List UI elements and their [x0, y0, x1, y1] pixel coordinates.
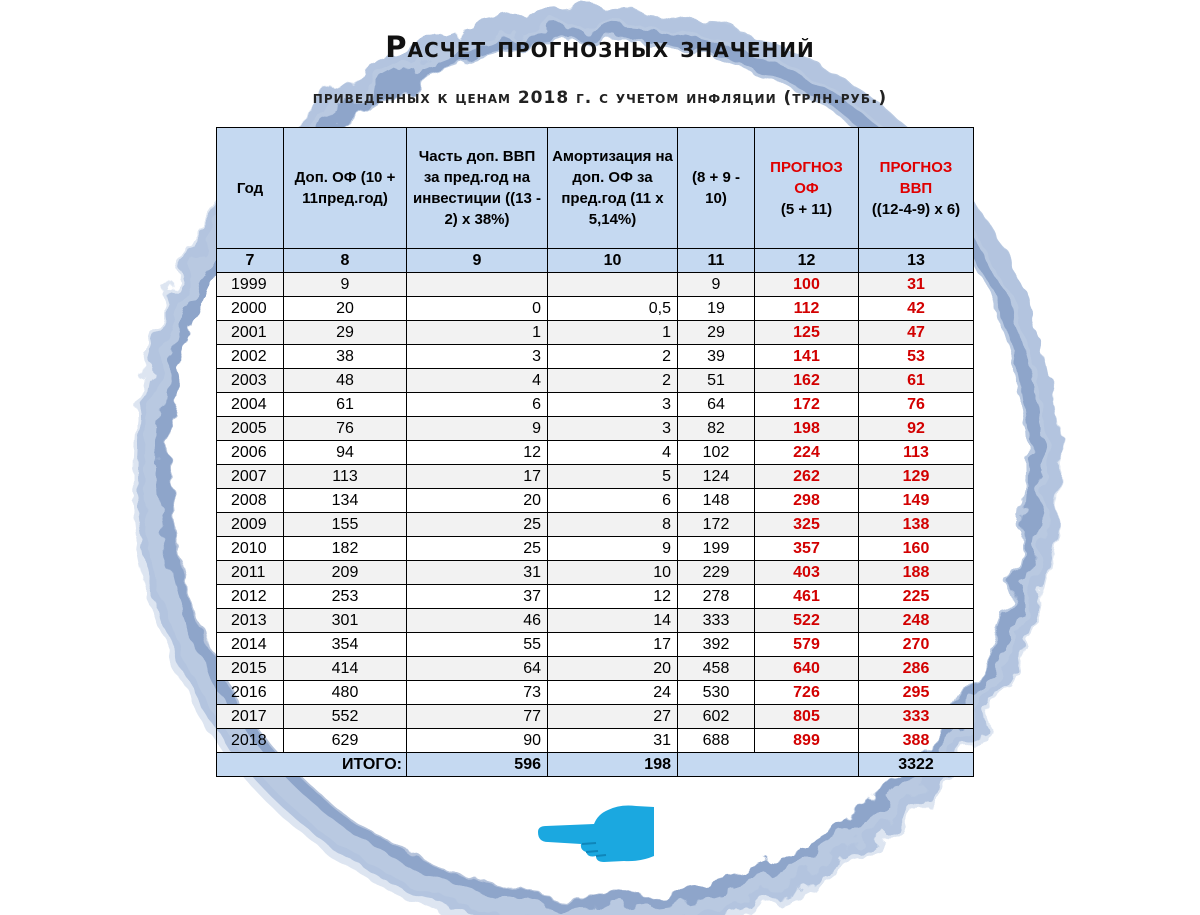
totals-empty	[678, 753, 859, 777]
cell-year: 2004	[217, 393, 284, 417]
cell-additional-of: 29	[284, 321, 407, 345]
cell-sum: 688	[678, 729, 755, 753]
cell-forecast-gdp: 42	[859, 297, 974, 321]
table-row	[217, 585, 974, 609]
cell-year: 2010	[217, 537, 284, 561]
cell-gdp-part: 4	[407, 369, 548, 393]
cell-additional-of: 209	[284, 561, 407, 585]
cell-sum: 392	[678, 633, 755, 657]
cell-amortization: 5	[548, 465, 678, 489]
column-number-row	[217, 249, 974, 273]
cell-gdp-part	[407, 273, 548, 297]
cell-sum: 333	[678, 609, 755, 633]
cell-amortization: 10	[548, 561, 678, 585]
cell-sum: 148	[678, 489, 755, 513]
header-sum: (8 + 9 - 10)	[678, 128, 755, 249]
cell-forecast-of: 357	[755, 537, 859, 561]
cell-year: 2000	[217, 297, 284, 321]
cell-forecast-gdp: 248	[859, 609, 974, 633]
cell-gdp-part: 25	[407, 513, 548, 537]
cell-amortization: 0,5	[548, 297, 678, 321]
table-row	[217, 417, 974, 441]
cell-sum: 458	[678, 657, 755, 681]
cell-gdp-part: 20	[407, 489, 548, 513]
cell-year: 1999	[217, 273, 284, 297]
cell-amortization: 2	[548, 345, 678, 369]
cell-forecast-of: 805	[755, 705, 859, 729]
cell-additional-of: 301	[284, 609, 407, 633]
header-amortization: Амортизация на доп. ОФ за пред.год (11 х 5,14%)	[548, 128, 678, 249]
cell-additional-of: 113	[284, 465, 407, 489]
header-forecast-of-formula: (5 + 11)	[780, 200, 833, 218]
header-forecast-gdp-title: ПРОГНОЗ ВВП	[879, 158, 953, 197]
cell-forecast-of: 403	[755, 561, 859, 585]
cell-gdp-part: 46	[407, 609, 548, 633]
cell-year: 2003	[217, 369, 284, 393]
cell-gdp-part: 77	[407, 705, 548, 729]
cell-additional-of: 629	[284, 729, 407, 753]
column-number: 9	[407, 249, 548, 273]
cell-gdp-part: 25	[407, 537, 548, 561]
cell-year: 2017	[217, 705, 284, 729]
totals-forecast-gdp: 3322	[859, 753, 974, 777]
cell-forecast-of: 640	[755, 657, 859, 681]
cell-additional-of: 480	[284, 681, 407, 705]
cell-gdp-part: 1	[407, 321, 548, 345]
cell-gdp-part: 3	[407, 345, 548, 369]
cell-forecast-gdp: 113	[859, 441, 974, 465]
cell-gdp-part: 6	[407, 393, 548, 417]
cell-forecast-gdp: 286	[859, 657, 974, 681]
cell-forecast-gdp: 61	[859, 369, 974, 393]
cell-additional-of: 354	[284, 633, 407, 657]
cell-additional-of: 134	[284, 489, 407, 513]
cell-sum: 19	[678, 297, 755, 321]
cell-sum: 229	[678, 561, 755, 585]
cell-sum: 199	[678, 537, 755, 561]
cell-gdp-part: 90	[407, 729, 548, 753]
cell-year: 2005	[217, 417, 284, 441]
table-row	[217, 441, 974, 465]
cell-additional-of: 9	[284, 273, 407, 297]
table-row	[217, 633, 974, 657]
cell-year: 2001	[217, 321, 284, 345]
table-row	[217, 729, 974, 753]
cell-amortization: 31	[548, 729, 678, 753]
table-row	[217, 489, 974, 513]
cell-additional-of: 48	[284, 369, 407, 393]
column-number: 12	[755, 249, 859, 273]
totals-row	[217, 753, 974, 777]
cell-year: 2011	[217, 561, 284, 585]
table-row	[217, 297, 974, 321]
cell-gdp-part: 0	[407, 297, 548, 321]
cell-forecast-gdp: 149	[859, 489, 974, 513]
cell-forecast-gdp: 76	[859, 393, 974, 417]
cell-gdp-part: 9	[407, 417, 548, 441]
cell-amortization: 12	[548, 585, 678, 609]
cell-forecast-of: 579	[755, 633, 859, 657]
cell-sum: 29	[678, 321, 755, 345]
table-row	[217, 537, 974, 561]
cell-forecast-gdp: 295	[859, 681, 974, 705]
cell-forecast-of: 162	[755, 369, 859, 393]
page-subtitle: приведенных к ценам 2018 г. с учетом инфляции (трлн.руб.)	[312, 88, 888, 108]
cell-amortization: 6	[548, 489, 678, 513]
table-row	[217, 657, 974, 681]
cell-forecast-of: 172	[755, 393, 859, 417]
cell-forecast-of: 141	[755, 345, 859, 369]
cell-forecast-of: 325	[755, 513, 859, 537]
cell-gdp-part: 17	[407, 465, 548, 489]
totals-label: ИТОГО:	[217, 753, 407, 777]
column-number: 10	[548, 249, 678, 273]
pointing-hand-icon[interactable]	[536, 798, 656, 868]
cell-forecast-gdp: 225	[859, 585, 974, 609]
cell-additional-of: 20	[284, 297, 407, 321]
cell-forecast-of: 522	[755, 609, 859, 633]
cell-year: 2018	[217, 729, 284, 753]
cell-amortization: 3	[548, 393, 678, 417]
cell-amortization: 1	[548, 321, 678, 345]
cell-forecast-gdp: 160	[859, 537, 974, 561]
table-row	[217, 393, 974, 417]
cell-gdp-part: 31	[407, 561, 548, 585]
table-row	[217, 273, 974, 297]
header-forecast-gdp	[859, 128, 974, 249]
cell-year: 2006	[217, 441, 284, 465]
cell-forecast-of: 198	[755, 417, 859, 441]
cell-year: 2007	[217, 465, 284, 489]
column-number: 11	[678, 249, 755, 273]
table-row	[217, 321, 974, 345]
cell-amortization: 3	[548, 417, 678, 441]
totals-gdp-part: 596	[407, 753, 548, 777]
cell-forecast-of: 224	[755, 441, 859, 465]
cell-forecast-of: 100	[755, 273, 859, 297]
header-gdp-part-investment: Часть доп. ВВП за пред.год на инвестиции ((13 - 2) х 38%)	[407, 128, 548, 249]
cell-additional-of: 94	[284, 441, 407, 465]
cell-year: 2009	[217, 513, 284, 537]
cell-forecast-gdp: 333	[859, 705, 974, 729]
cell-year: 2016	[217, 681, 284, 705]
cell-forecast-gdp: 92	[859, 417, 974, 441]
cell-additional-of: 414	[284, 657, 407, 681]
cell-gdp-part: 55	[407, 633, 548, 657]
cell-sum: 602	[678, 705, 755, 729]
cell-forecast-gdp: 31	[859, 273, 974, 297]
table-row	[217, 561, 974, 585]
cell-additional-of: 253	[284, 585, 407, 609]
table-row	[217, 465, 974, 489]
cell-amortization: 27	[548, 705, 678, 729]
cell-year: 2013	[217, 609, 284, 633]
table-row	[217, 681, 974, 705]
cell-gdp-part: 37	[407, 585, 548, 609]
totals-amortization: 198	[548, 753, 678, 777]
cell-additional-of: 182	[284, 537, 407, 561]
cell-year: 2008	[217, 489, 284, 513]
forecast-table	[216, 127, 974, 777]
table-row	[217, 345, 974, 369]
cell-sum: 51	[678, 369, 755, 393]
table-row	[217, 369, 974, 393]
table-row	[217, 609, 974, 633]
cell-gdp-part: 73	[407, 681, 548, 705]
page-title: Расчет прогнозных значений	[385, 30, 815, 64]
cell-amortization: 8	[548, 513, 678, 537]
cell-amortization: 14	[548, 609, 678, 633]
cell-sum: 64	[678, 393, 755, 417]
header-additional-of: Доп. ОФ (10 + 11пред.год)	[284, 128, 407, 249]
cell-forecast-of: 262	[755, 465, 859, 489]
cell-year: 2014	[217, 633, 284, 657]
cell-additional-of: 155	[284, 513, 407, 537]
cell-additional-of: 552	[284, 705, 407, 729]
cell-forecast-gdp: 47	[859, 321, 974, 345]
cell-forecast-of: 726	[755, 681, 859, 705]
cell-additional-of: 76	[284, 417, 407, 441]
cell-sum: 102	[678, 441, 755, 465]
cell-gdp-part: 64	[407, 657, 548, 681]
cell-forecast-gdp: 270	[859, 633, 974, 657]
table-row	[217, 705, 974, 729]
cell-forecast-of: 125	[755, 321, 859, 345]
cell-forecast-of: 461	[755, 585, 859, 609]
cell-gdp-part: 12	[407, 441, 548, 465]
cell-sum: 9	[678, 273, 755, 297]
column-number: 13	[859, 249, 974, 273]
cell-forecast-gdp: 53	[859, 345, 974, 369]
cell-additional-of: 61	[284, 393, 407, 417]
cell-sum: 82	[678, 417, 755, 441]
cell-year: 2012	[217, 585, 284, 609]
cell-sum: 39	[678, 345, 755, 369]
cell-sum: 278	[678, 585, 755, 609]
cell-sum: 172	[678, 513, 755, 537]
header-forecast-gdp-formula: ((12-4-9) х 6)	[871, 200, 961, 218]
cell-sum: 124	[678, 465, 755, 489]
cell-forecast-of: 112	[755, 297, 859, 321]
column-number: 8	[284, 249, 407, 273]
column-number: 7	[217, 249, 284, 273]
cell-amortization: 9	[548, 537, 678, 561]
cell-year: 2002	[217, 345, 284, 369]
cell-forecast-of: 899	[755, 729, 859, 753]
cell-amortization: 2	[548, 369, 678, 393]
cell-year: 2015	[217, 657, 284, 681]
cell-forecast-gdp: 388	[859, 729, 974, 753]
header-forecast-of	[755, 128, 859, 249]
table-header-row	[217, 128, 974, 249]
header-year: Год	[217, 128, 284, 249]
cell-additional-of: 38	[284, 345, 407, 369]
cell-amortization	[548, 273, 678, 297]
table-row	[217, 513, 974, 537]
cell-amortization: 4	[548, 441, 678, 465]
cell-forecast-gdp: 138	[859, 513, 974, 537]
cell-amortization: 17	[548, 633, 678, 657]
cell-amortization: 24	[548, 681, 678, 705]
cell-forecast-gdp: 188	[859, 561, 974, 585]
cell-amortization: 20	[548, 657, 678, 681]
cell-sum: 530	[678, 681, 755, 705]
cell-forecast-of: 298	[755, 489, 859, 513]
header-forecast-of-title: ПРОГНОЗ ОФ	[770, 158, 843, 197]
cell-forecast-gdp: 129	[859, 465, 974, 489]
